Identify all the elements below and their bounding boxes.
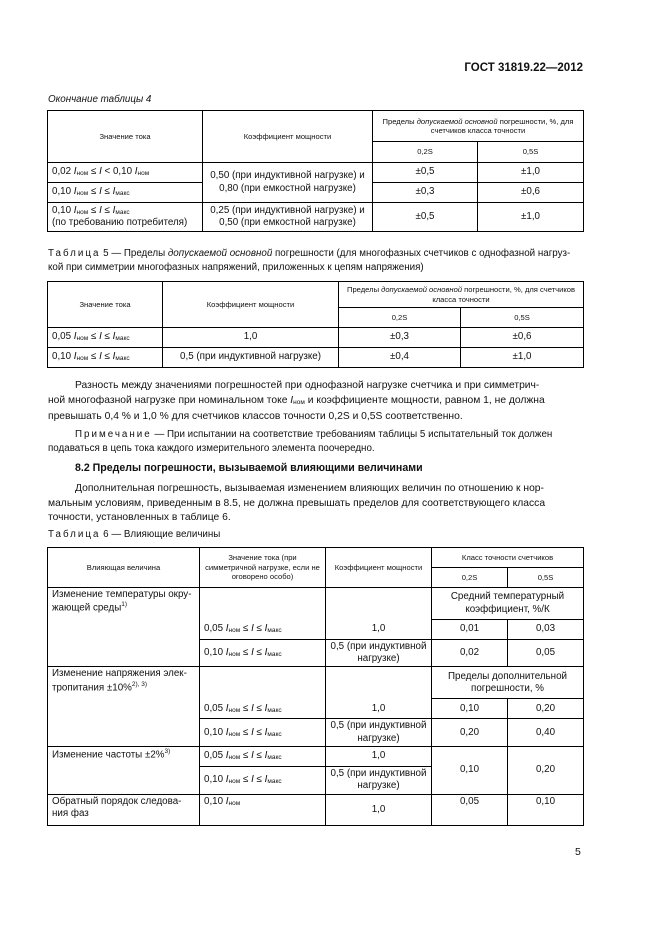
- section-8-2-title: 8.2 Пределы погрешности, вызываемой влияющими величинами: [75, 462, 423, 474]
- t5-col-limits: Пределы допускаемой основной погрешности, %, для счетчиков класса точности: [339, 282, 584, 308]
- t4-row3-current: 0,10 $I_{ном} \le I \le I_{макс}$ (по требованию потребителя): [48, 203, 203, 232]
- t4-col-pf: Коэффициент мощности: [203, 111, 373, 163]
- note: Примечание — При испытании на соответствие требованиям таблицы 5 испытательный ток должен подаваться в цепь тока каждого измерительного элемента поочередно.: [48, 429, 553, 454]
- t6-g2-r2-v1: 0,20: [432, 719, 508, 746]
- paragraph-error-difference: Разность между значениями погрешностей при однофазной нагрузке счетчика и при симметрич- ной многофазной нагрузке при номинальном токе $I_{ном}$ и коэффициенте мощности, равном 1, не должна превышать 0,4 % и 1,0 % для счетчиков классов точности 0,2S и 0,5S соответственно.: [48, 380, 545, 423]
- t6-col-pf: Коэффициент мощности: [326, 548, 432, 588]
- t6-g1-name: Изменение температуры окру-жающей среды$^{1)}$: [48, 588, 200, 667]
- t6-g2-name: Изменение напряжения элек-тропитания ±10%$^{2), 3)}$: [48, 667, 200, 746]
- t6-g3-r1-pf: 1,0: [326, 746, 432, 766]
- t4-row3-v2: ±1,0: [478, 203, 584, 232]
- t6-g1-r1-pf: 1,0: [326, 620, 432, 640]
- t6-g3-r1-current: 0,05 $I_{ном} \le I \le I_{макс}$: [200, 746, 326, 766]
- t4-row1-v2: ±1,0: [478, 163, 584, 183]
- t6-g2-r1-v2: 0,20: [508, 699, 584, 719]
- t5-col-pf: Коэффициент мощности: [163, 282, 339, 328]
- t6-g2-r2-pf: 0,5 (при индуктивной нагрузке): [326, 719, 432, 746]
- t4-class-0-2s: 0,2S: [373, 142, 478, 163]
- t4-class-0-5s: 0,5S: [478, 142, 584, 163]
- table4: [47, 110, 584, 232]
- t4-row2-v2: ±0,6: [478, 183, 584, 203]
- t6-g1-r2-pf: 0,5 (при индуктивной нагрузке): [326, 640, 432, 667]
- t5-row2-pf: 0,5 (при индуктивной нагрузке): [163, 348, 339, 368]
- t6-g3-v1: 0,10: [432, 746, 508, 794]
- t6-g2-r1-v1: 0,10: [432, 699, 508, 719]
- t4-pf-group-a: 0,50 (при индуктивной нагрузке) и 0,80 (при емкостной нагрузке): [203, 163, 373, 203]
- page-number: 5: [575, 846, 581, 858]
- t6-g1-r2-v2: 0,05: [508, 640, 584, 667]
- t5-row2-v1: ±0,4: [339, 348, 461, 368]
- t6-g1-subheader: Средний температурный коэффициент, %/К: [432, 588, 584, 620]
- t6-g2-r2-current: 0,10 $I_{ном} \le I \le I_{макс}$: [200, 719, 326, 746]
- t6-g1-r1-v2: 0,03: [508, 620, 584, 640]
- t5-row1-pf: 1,0: [163, 328, 339, 348]
- t4-pf-group-b: 0,25 (при индуктивной нагрузке) и 0,50 (при емкостной нагрузке): [203, 203, 373, 232]
- t5-class-0-2s: 0,2S: [339, 308, 461, 328]
- t6-col-current: Значение тока (при симметричной нагрузке, если не оговорено особо): [200, 548, 326, 588]
- t6-class-0-2s: 0,2S: [432, 568, 508, 588]
- t5-class-0-5s: 0,5S: [461, 308, 584, 328]
- t6-g3-name: Изменение частоты ±2%$^{3)}$: [48, 746, 200, 794]
- t6-g4-v1: 0,05: [432, 794, 508, 825]
- t4-row2-v1: ±0,3: [373, 183, 478, 203]
- t4-row1-current: 0,02 $I_{ном} \le I < 0,10$ $I_{ном}$: [48, 163, 203, 183]
- t6-g3-r2-current: 0,10 $I_{ном} \le I \le I_{макс}$: [200, 766, 326, 794]
- table5: [47, 281, 584, 368]
- table6: [47, 547, 584, 826]
- t6-col-quantity: Влияющая величина: [48, 548, 200, 588]
- t5-col-current: Значение тока: [48, 282, 163, 328]
- document-code-header: ГОСТ 31819.22—2012: [464, 62, 583, 74]
- t6-g1-r1-current: 0,05 $I_{ном} \le I \le I_{макс}$: [200, 620, 326, 640]
- t6-g4-name: Обратный порядок следова-ния фаз: [48, 794, 200, 825]
- t6-g4-v2: 0,10: [508, 794, 584, 825]
- t6-g1-r1-v1: 0,01: [432, 620, 508, 640]
- t6-g2-subheader: Пределы дополнительной погрешности, %: [432, 667, 584, 699]
- paragraph-additional-error: Дополнительная погрешность, вызываемая изменением влияющих величин по отношению к нор- мальным условиям, приведенным в 8.5, не должна превышать пределов для соответствующего класса точности, установленных в таблице 6.: [48, 483, 546, 524]
- t6-g1-r2-v1: 0,02: [432, 640, 508, 667]
- t6-g4-current: 0,10 $I_{ном}$: [200, 794, 326, 825]
- t5-row1-v2: ±0,6: [461, 328, 584, 348]
- table6-caption: Таблица 6 — Влияющие величины: [48, 529, 221, 540]
- t6-g4-pf: 1,0: [326, 794, 432, 825]
- t6-class-0-5s: 0,5S: [508, 568, 584, 588]
- t6-g3-r2-pf: 0,5 (при индуктивной нагрузке): [326, 766, 432, 794]
- t4-row2-current: 0,10 $I_{ном} \le I \le I_{макс}$: [48, 183, 203, 203]
- t4-row1-v1: ±0,5: [373, 163, 478, 183]
- t6-col-class: Класс точности счетчиков: [432, 548, 584, 568]
- t4-col-limits: Пределы допускаемой основной погрешности, %, для счетчиков класса точности: [373, 111, 584, 142]
- t5-row1-current: 0,05 $I_{ном} \le I \le I_{макс}$: [48, 328, 163, 348]
- t4-row3-v1: ±0,5: [373, 203, 478, 232]
- table4-caption: Окончание таблицы 4: [48, 94, 152, 105]
- t4-col-current: Значение тока: [48, 111, 203, 163]
- t6-g1-r2-current: 0,10 $I_{ном} \le I \le I_{макс}$: [200, 640, 326, 667]
- t5-row2-current: 0,10 $I_{ном} \le I \le I_{макс}$: [48, 348, 163, 368]
- table5-caption: Таблица 5 — Пределы допускаемой основной погрешности (для многофазных счетчиков с однофазной нагруз- кой при симметрии многофазных напряжений, приложенных к цепям напряжения): [48, 248, 571, 273]
- t5-row1-v1: ±0,3: [339, 328, 461, 348]
- t6-g2-r2-v2: 0,40: [508, 719, 584, 746]
- t6-g2-r1-pf: 1,0: [326, 699, 432, 719]
- t5-row2-v2: ±1,0: [461, 348, 584, 368]
- t6-g2-r1-current: 0,05 $I_{ном} \le I \le I_{макс}$: [200, 699, 326, 719]
- t6-g3-v2: 0,20: [508, 746, 584, 794]
